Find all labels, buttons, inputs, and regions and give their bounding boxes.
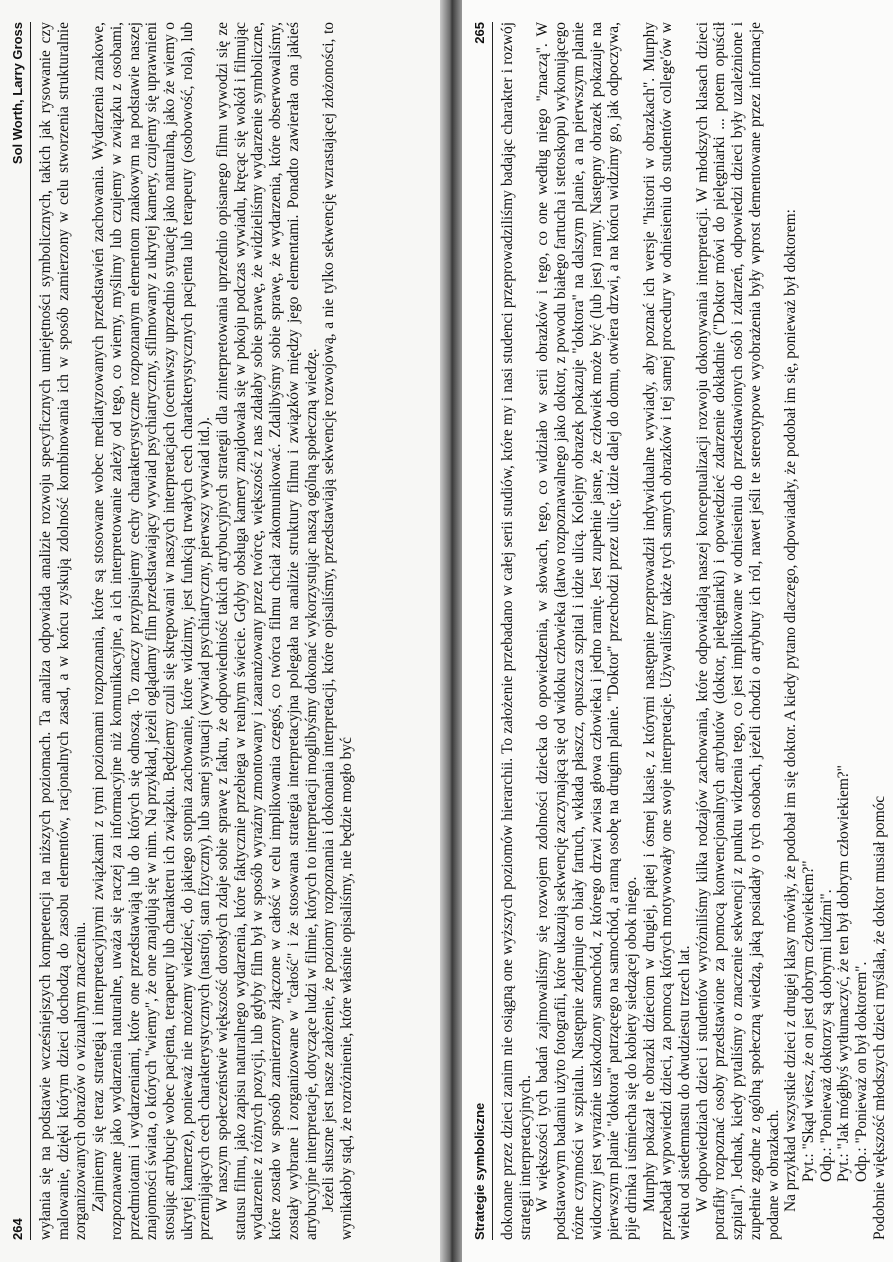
dialog-line: Pyt.: "Skąd wiesz, że on jest dobrym człowiekiem?" bbox=[799, 860, 817, 1182]
paragraph: Jeżeli słuszne jest nasze założenie, że poziomy rozpoznania i dokonania interpretacji, które opisaliśmy, przedstawiają sekwencję rozwojową, a nie tylko sekwencję wzrastającej złożoności, to wynikałoby stąd, że rozróżnienie, które właśnie opisaliśmy, nie będzie mogło być bbox=[320, 22, 355, 1240]
book-gutter bbox=[440, 0, 462, 1262]
right-page bbox=[462, 0, 893, 1262]
right-page-body bbox=[499, 22, 888, 1240]
paragraph: wyłania się na podstawie wcześniejszych kompetencji na niższych poziomach. Ta analiza odpowiada analizie rozwoju specyficznych umiejętności symbolicznych, takich jak rysowanie czy malowanie, dzięki którym dzieci dochodzą do zasobu elementów, racjonalnych zasad, a w końcu zyskują zdolność kombinowania ich w sposób zamierzony w celu stworzenia strukturalnie zorganizowanych obrazów o wizualnym znaczeniu. bbox=[37, 22, 90, 1240]
paragraph: dokonane przez dzieci zanim nie osiągną one wyższych poziomów hierarchii. To założenie przebadano w całej serii studiów, które my i nasi studenci przeprowadziliśmy badając charakter i rozwój strategii interpretacyjnych. bbox=[499, 22, 534, 1240]
running-head: Sol Worth, Larry Gross bbox=[10, 22, 25, 165]
dialog-line: Odp.: "Ponieważ on był doktorem". bbox=[853, 961, 871, 1182]
running-head: Strategie symboliczne bbox=[472, 1102, 487, 1240]
paragraph: W naszym społeczeństwie większość dorosłych zdaje sobie sprawę z faktu, że odpowiedniość takich atrybucyjnych strategii dla zinterpretowania uprzednio opisanego filmu wywodzi się ze statusu filmu, jako zapisu naturalnego wydarzenia, które faktycznie przebiega w realnym świecie. Gdyby obsługa kamery znajdowała się w pokoju podczas wywiadu, kręcąc się wokół i filmując wydarzenie z różnych pozycji, lub gdyby film był w sposób wyraźny zmontowany i zaaranżowany przez twórcę, większość z nas zdałaby sobie sprawę, że widzieliśmy wydarzenie symboliczne, które zostało w sposób zamierzony złączone w całość w celu implikowania czegoś, co twórca filmu chciał zakomunikować. Zdalibyśmy sobie sprawę, że wydarzenia, które obserwowaliśmy, zostały wybrane i zorganizowane w "całość" i że stosowana strategia interpretacyjna polegała na analizie struktury filmu i związków między jego elementami. Ponadto zawierała ona jakieś atrybucyjne interpretacje, dotyczące ludzi w filmie, których to interpretacji moglibyśmy dokonać wykorzystując naszą ogólną społeczną wiedzę. bbox=[214, 22, 320, 1240]
left-page-header bbox=[6, 22, 31, 1240]
paragraph: Podobnie większość młodszych dzieci myślała, że doktor musiał pomóc bbox=[870, 795, 888, 1240]
paragraph: W większości tych badań zajmowaliśmy się rozwojem zdolności dziecka do opowiedzenia, w słowach, tego, co widziało w serii obrazków i tego, co one według niego "znaczą". W podstawowym badaniu użyto fotografii, które ukazują sekwencję zaczynającą się od widoku człowieka (łatwo rozpoznawalnego jako doktor, z powodu białego fartucha i stetoskopu) wykonującego różne czynności w szpitalu. Następnie zdejmuje on biały fartuch, wkłada płaszcz, opuszcza szpital i idzie ulicą. Kolejny obrazek pokazuje "doktora" na dalszym planie, a na pierwszym planie widoczny jest wyraźnie uszkodzony samochód, z którego drzwi zwisa głowa człowieka i jedno ramię. Jest zupełnie jasne, że człowiek może być (lub jest) ranny. Następny obrazek pokazuje na pierwszym planie "doktora" patrzącego na samochód, a ranną osobę na drugim planie. "Doktor" przechodzi przez ulicę, idzie dalej do domu, otwiera drzwi, a na końcu widzimy go, jak odpoczywa, pije drinka i uśmiecha się do kobiety siedzącej obok niego. bbox=[534, 22, 640, 1240]
paragraph: Zajmiemy się teraz strategią i interpretacyjnymi związkami z tymi poziomami rozpoznania, które są stosowane wobec mediatyzowanych przedstawień zachowania. Wydarzenia znakowe, rozpoznawane jako wydarzenia naturalne, uważa się raczej za informacyjne niż komunikacyjne, a ich interpretowanie zależy od tego, co wiemy, myślimy lub czujemy w związku z osobami, przedmiotami i wydarzeniami, które one przedstawiają lub do których się odnoszą. To znaczy przypisujemy cechy charakterystyczne rozpoznanym elementom znakowym na podstawie naszej znajomości świata, o których "wiemy", że one znajdują się w nim. Na przykład, jeżeli oglądamy film przedstawiający wywiad psychiatryczny, sfilmowany z ukrytej kamery, czujemy się uprawnieni stosując atrybucje wobec pacjenta, terapeuty lub charakteru ich związku. Będziemy czuli się skrępowani w naszych interpretacjach (oceniwszy uprzednio sytuację jako naturalną, jako że wiemy o ukrytej kamerze), ponieważ nie możemy wiedzieć, do jakiego stopnia zachowanie, które widzimy, jest funkcją trwałych cech charakterystycznych pacjenta lub terapeuty (osobowość, rola), lub przemijających cech charakterystycznych (nastrój, stan fizyczny), lub samej sytuacji (wywiad psychiatryczny, pierwszy wywiad itd.). bbox=[90, 22, 214, 1240]
dialog-line: Pyt.: "Jak mógłbyś wytłumaczyć, że ten był dobrym człowiekiem?" bbox=[835, 765, 853, 1182]
left-page bbox=[0, 0, 440, 1262]
dialog-line: Odp.: "Ponieważ doktorzy są dobrymi ludźmi". bbox=[817, 889, 835, 1182]
left-page-body bbox=[37, 22, 417, 1240]
paragraph: W odpowiedziach dzieci i studentów wyróżniliśmy kilka rodzajów zachowania, które odpowiadają naszej konceptualizacji rozwoju dokonywania interpretacji. W młodszych klasach dzieci potrafiły rozpoznać osoby przedstawione za pomocą konwencjonalnych atrybutów (doktor, pielęgniarki) i opowiedzieć zdarzenie dokładnie ("Doktor mówi do pielęgniarki ... potem opuścił szpital"). Jednak, kiedy pytaliśmy o znaczenie sekwencji z punktu widzenia tego, co jest implikowane w odniesieniu do przedstawionych osób i zdarzeń, odpowiedzi dzieci były uzależnione i zupełnie zgodne z ogólną społeczną wiedzą, jaką posiadały o tych osobach, jeżeli chodzi o atrybuty ich ról, nawet jeśli te stereotypowe wyobrażenia były wprost dementowane przez informacje podane w obrazkach. bbox=[693, 22, 782, 1240]
paragraph: Murphy pokazał te obrazki dzieciom w drugiej, piątej i ósmej klasie, z którymi następnie przeprowadził indywidualne wywiady, aby poznać ich wersje "historii w obrazkach". Murphy przebadał wypowiedzi dzieci, za pomocą których motywowały one swoje interpretacje. Używaliśmy także tych samych obrazków i tej samej procedury w odniesieniu do studentów college'ów w wieku od siedemnastu do dwudziestu trzech lat. bbox=[640, 22, 694, 1240]
page-number: 265 bbox=[472, 22, 487, 44]
paragraph: Na przykład wszystkie dzieci z drugiej klasy mówiły, że podobał im się doktor. A kiedy pytano dlaczego, odpowiadały, że podobał im się, ponieważ był doktorem: bbox=[782, 209, 800, 1212]
page-number: 264 bbox=[10, 1218, 25, 1240]
right-page-header bbox=[468, 22, 493, 1240]
